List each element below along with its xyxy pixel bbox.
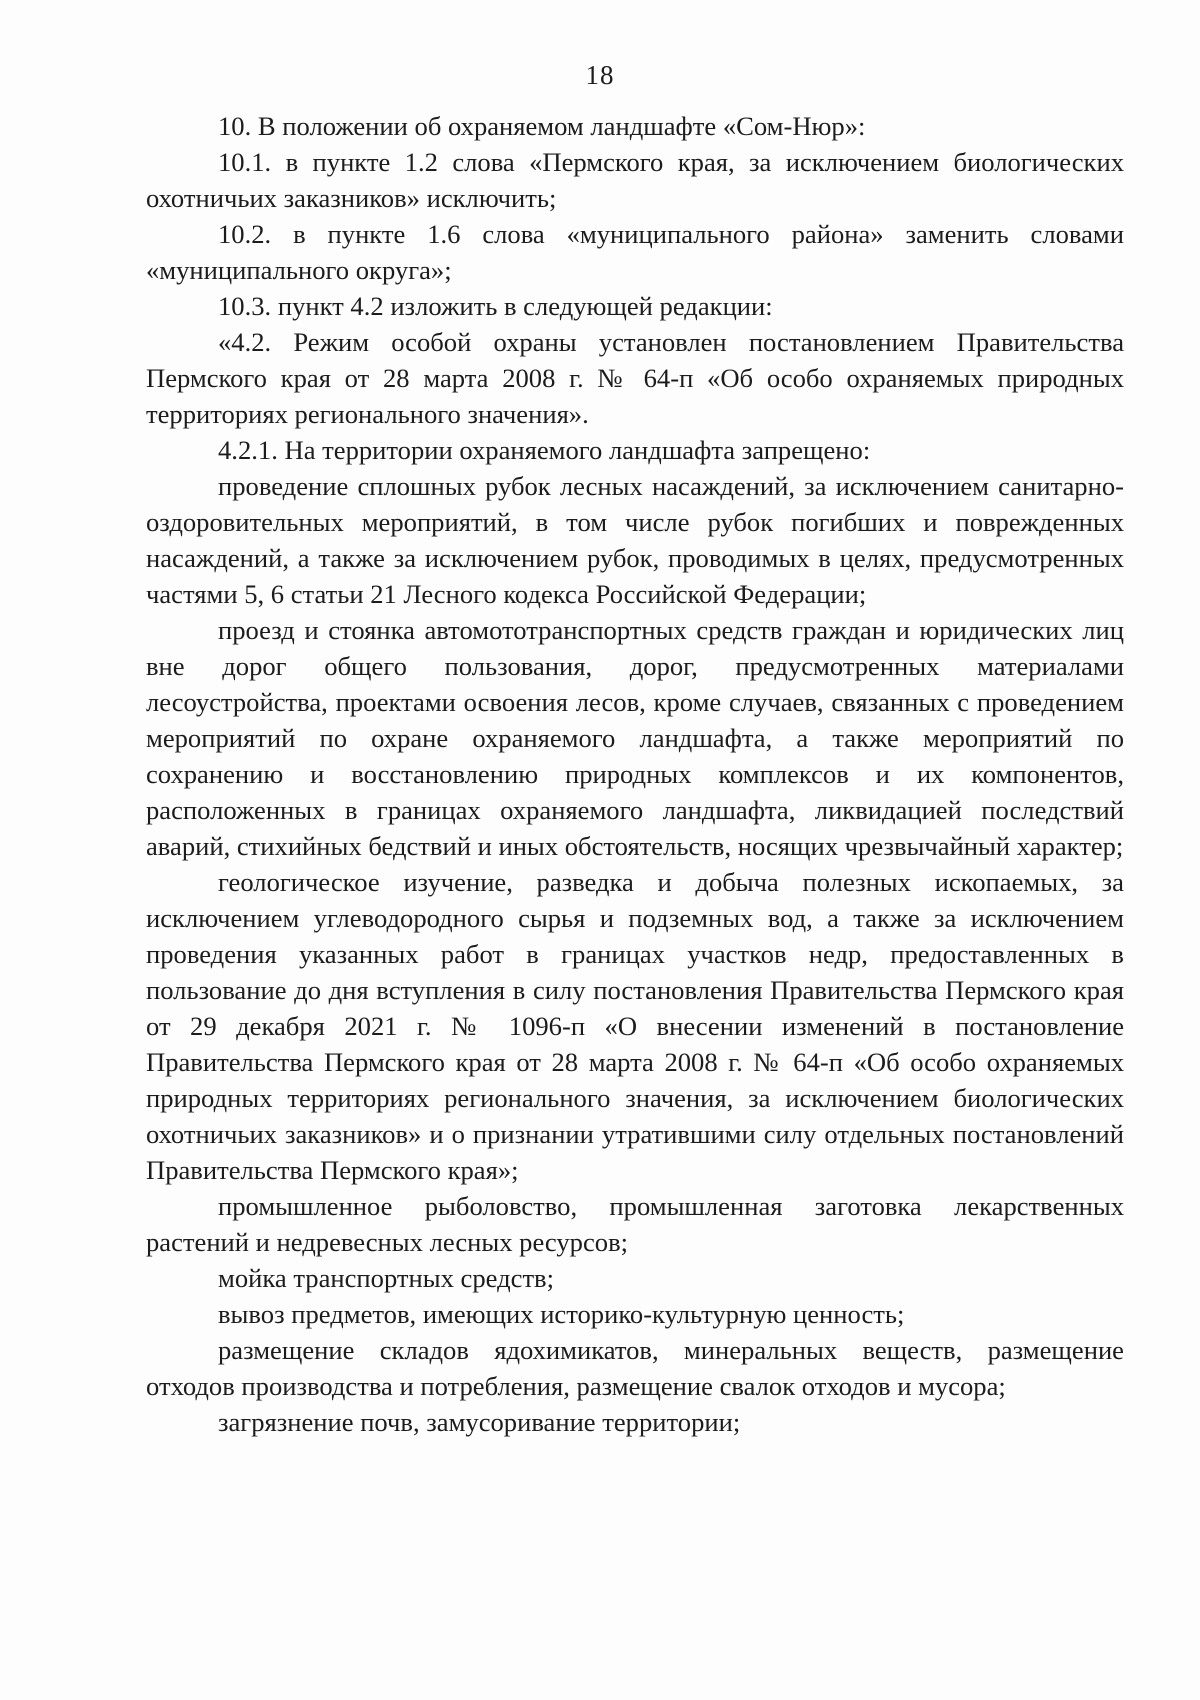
document-body xyxy=(146,108,1124,1440)
paragraph: мойка транспортных средств; xyxy=(218,1263,555,1293)
paragraph: промышленное рыболовство, промышленная заготовка лекарственных растений и недревесных лесных ресурсов; xyxy=(146,1191,1124,1257)
paragraph: 10.2. в пункте 1.6 слова «муниципального района» заменить словами «муниципального округа»; xyxy=(146,219,1124,285)
paragraph: загрязнение почв, замусоривание территории; xyxy=(218,1407,741,1437)
paragraph: проведение сплошных рубок лесных насаждений, за исключением санитарно-оздоровительных мероприятий, в том числе рубок погибших и поврежденных насаждений, а также за исключением рубок, проводимых в целях, предусмотренных частями 5, 6 статьи 21 Лесного кодекса Российской Федерации; xyxy=(146,471,1124,609)
paragraph: проезд и стоянка автомототранспортных средств граждан и юридических лиц вне дорог общего пользования, дорог, предусмотренных материалами лесоустройства, проектами освоения лесов, кроме случаев, связанных с проведением мероприятий по охране охраняемого ландшафта, а также мероприятий по сохранению и восстановлению природных комплексов и их компонентов, расположенных в границах охраняемого ландшафта, ликвидацией последствий аварий, стихийных бедствий и иных обстоятельств, носящих чрезвычайный характер; xyxy=(146,615,1124,861)
paragraph: 10.3. пункт 4.2 изложить в следующей редакции: xyxy=(218,291,773,321)
page-number: 18 xyxy=(585,60,615,90)
paragraph: 4.2.1. На территории охраняемого ландшафта запрещено: xyxy=(218,435,871,465)
paragraph: вывоз предметов, имеющих историко-культурную ценность; xyxy=(218,1299,905,1329)
paragraph: геологическое изучение, разведка и добыча полезных ископаемых, за исключением углеводородного сырья и подземных вод, а также за исключением проведения указанных работ в границах участков недр, предоставленных в пользование до дня вступления в силу постановления Правительства Пермского края от 29 декабря 2021 г. № 1096-п «О внесении изменений в постановление Правительства Пермского края от 28 марта 2008 г. № 64-п «Об особо охраняемых природных территориях регионального значения, за исключением биологических охотничьих заказников» и о признании утратившими силу отдельных постановлений Правительства Пермского края»; xyxy=(146,867,1124,1185)
paragraph: «4.2. Режим особой охраны установлен постановлением Правительства Пермского края от 28 марта 2008 г. № 64-п «Об особо охраняемых природных территориях регионального значения». xyxy=(146,327,1124,429)
paragraph: 10.1. в пункте 1.2 слова «Пермского края, за исключением биологических охотничьих заказников» исключить; xyxy=(146,147,1124,213)
paragraph: размещение складов ядохимикатов, минеральных веществ, размещение отходов производства и потребления, размещение свалок отходов и мусора; xyxy=(146,1335,1124,1401)
paragraph: 10. В положении об охраняемом ландшафте «Сом-Нюр»: xyxy=(218,111,866,141)
